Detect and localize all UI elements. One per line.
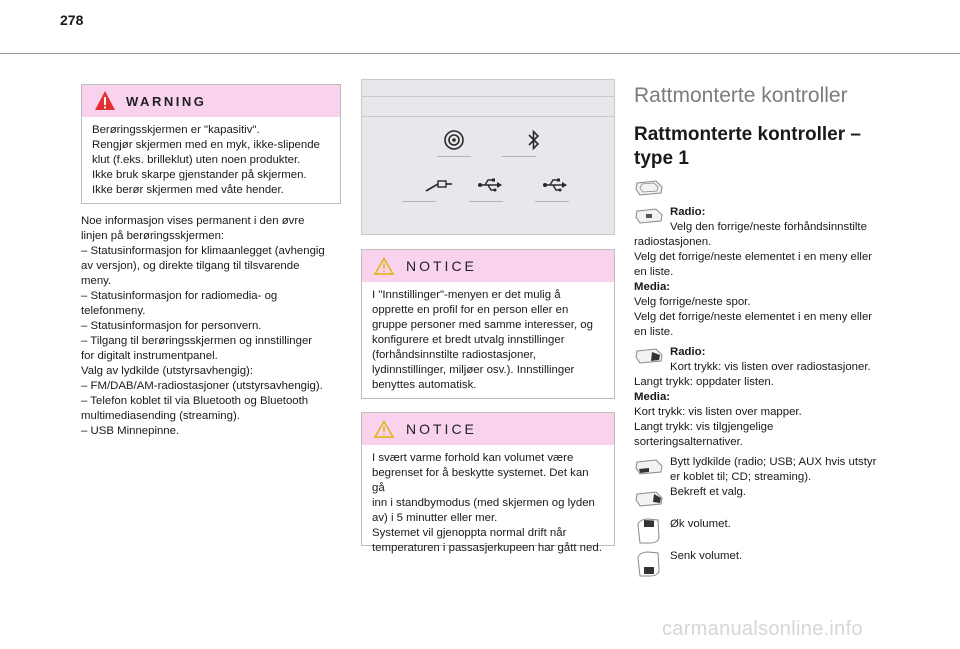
notice-line: benyttes automatisk. xyxy=(372,379,477,391)
description-line: Velg det forrige/neste elementet i en meny eller xyxy=(634,311,873,323)
screen-divider xyxy=(362,96,614,97)
text-line: – Statusinformasjon for klimaanlegget (avhengig xyxy=(81,245,325,257)
subheading-line: Rattmonterte kontroller – xyxy=(634,124,861,145)
notice-icon xyxy=(374,420,394,438)
notice-body xyxy=(362,282,614,393)
notice-line: I "Innstillinger"-menyen er det mulig å xyxy=(372,289,561,301)
media-label: Media: xyxy=(634,281,671,293)
text-line: for digitalt instrumentpanel. xyxy=(81,350,218,362)
icon-underline xyxy=(502,156,536,157)
radio-label: Radio: xyxy=(670,206,706,218)
description-line: Øk volumet. xyxy=(670,518,731,530)
warning-line: Ikke berør skjermen med våte hender. xyxy=(92,184,284,196)
text-line: meny. xyxy=(81,275,112,287)
text-line: – FM/DAB/AM-radiostasjoner (utstyrsavhengig). xyxy=(81,380,323,392)
description-line: Langt trykk: vis tilgjengelige xyxy=(634,421,774,433)
description-line: Velg det forrige/neste elementet i en meny eller xyxy=(634,251,873,263)
description-line: sorteringsalternativer. xyxy=(634,436,743,448)
source-screen-illustration xyxy=(361,79,615,235)
screen-divider xyxy=(362,116,614,117)
text-line: – Statusinformasjon for personvern. xyxy=(81,320,262,332)
notice-box-temperature xyxy=(361,412,615,554)
warning-line: klut (f.eks. brilleklut) uten noen produkter. xyxy=(92,154,301,166)
notice-line: opprette en profil for en person eller en xyxy=(372,304,569,316)
control-3-description xyxy=(634,455,904,485)
warning-line: Berøringsskjermen er "kapasitiv". xyxy=(92,124,260,136)
description-line: Kort trykk: vis listen over radiostasjoner. xyxy=(670,361,871,373)
description-line: radiostasjonen. xyxy=(634,236,712,248)
description-line: Senk volumet. xyxy=(670,550,743,562)
control-4-description xyxy=(634,485,904,500)
warning-line: Rengjør skjermen med en myk, ikke-slipende xyxy=(92,139,320,151)
description-line: Velg forrige/neste spor. xyxy=(634,296,751,308)
text-line: – USB Minnepinne. xyxy=(81,425,180,437)
description-line: er koblet til; CD; streaming). xyxy=(670,471,812,483)
warning-box xyxy=(81,84,341,204)
warning-header xyxy=(82,85,340,117)
text-line: – Statusinformasjon for radiomedia- og xyxy=(81,290,278,302)
subheading-line: type 1 xyxy=(634,148,689,169)
text-line: telefonmeny. xyxy=(81,305,146,317)
info-text xyxy=(81,214,346,439)
description-line: en liste. xyxy=(634,266,674,278)
description-line: Bekreft et valg. xyxy=(670,486,746,498)
notice-line: Systemet vil gjenoppta normal drift når xyxy=(372,527,567,539)
aux-cable-icon[interactable] xyxy=(424,178,454,194)
header-rule xyxy=(0,53,960,54)
wireless-icon[interactable] xyxy=(442,128,466,152)
section-subheading xyxy=(634,123,894,171)
notice-body xyxy=(362,445,614,556)
control-5-description xyxy=(634,517,904,532)
warning-body xyxy=(82,117,340,198)
text-line: linjen på berøringsskjermen: xyxy=(81,230,225,242)
notice-line: I svært varme forhold kan volumet være xyxy=(372,452,574,464)
notice-title: NOTICE xyxy=(406,258,477,274)
notice-title: NOTICE xyxy=(406,421,477,437)
text-line: av versjon), og direkte tilgang til tilsvarende xyxy=(81,260,300,272)
notice-line: konfigurere et bredt utvalg innstillinger xyxy=(372,334,565,346)
icon-underline xyxy=(469,201,503,202)
notice-line: temperaturen i passasjerkupeen har gått ned. xyxy=(372,542,602,554)
icon-underline xyxy=(535,201,569,202)
text-line: multimediasending (streaming). xyxy=(81,410,240,422)
description-line: Langt trykk: oppdater listen. xyxy=(634,376,774,388)
control-2-description xyxy=(634,345,904,450)
notice-header xyxy=(362,413,614,445)
media-label: Media: xyxy=(634,391,671,403)
control-1-description xyxy=(634,205,904,340)
notice-line: gruppe personer med samme interesser, og xyxy=(372,319,593,331)
description-line: Bytt lydkilde (radio; USB; AUX hvis utstyr xyxy=(670,456,877,468)
description-line: en liste. xyxy=(634,326,674,338)
usb-icon[interactable] xyxy=(542,176,568,194)
watermark: carmanualsonline.info xyxy=(662,618,863,640)
notice-line: av) i 5 minutter eller mer. xyxy=(372,512,498,524)
notice-line: begrenset for å beskytte systemet. Det kan gå xyxy=(372,467,589,494)
warning-line: Ikke bruk skarpe gjenstander på skjermen. xyxy=(92,169,307,181)
description-line: Kort trykk: vis listen over mapper. xyxy=(634,406,802,418)
notice-icon xyxy=(374,257,394,275)
control-6-description xyxy=(634,549,904,564)
notice-line: (forhåndsinnstilte radiostasjoner, xyxy=(372,349,536,361)
text-line: – Tilgang til berøringsskjermen og innstillinger xyxy=(81,335,313,347)
notice-header xyxy=(362,250,614,282)
warning-icon xyxy=(94,90,116,112)
notice-line: lydinnstillinger, miljøer osv.). Innstillinger xyxy=(372,364,575,376)
bluetooth-icon[interactable] xyxy=(526,128,542,152)
warning-title: WARNING xyxy=(126,93,207,109)
text-line: Valg av lydkilde (utstyrsavhengig): xyxy=(81,365,253,377)
steering-controls-icon xyxy=(634,179,664,197)
radio-label: Radio: xyxy=(670,346,706,358)
notice-line: inn i standbymodus (med skjermen og lyden xyxy=(372,497,595,509)
page-number: 278 xyxy=(60,12,84,28)
text-line: – Telefon koblet til via Bluetooth og Bluetooth xyxy=(81,395,309,407)
notice-box-profiles xyxy=(361,249,615,399)
section-heading: Rattmonterte kontroller xyxy=(634,84,848,107)
icon-underline xyxy=(402,201,436,202)
icon-underline xyxy=(437,156,471,157)
text-line: Noe informasjon vises permanent i den øvre xyxy=(81,215,305,227)
description-line: Velg den forrige/neste forhåndsinnstilte xyxy=(670,221,867,233)
usb-icon[interactable] xyxy=(477,176,503,194)
